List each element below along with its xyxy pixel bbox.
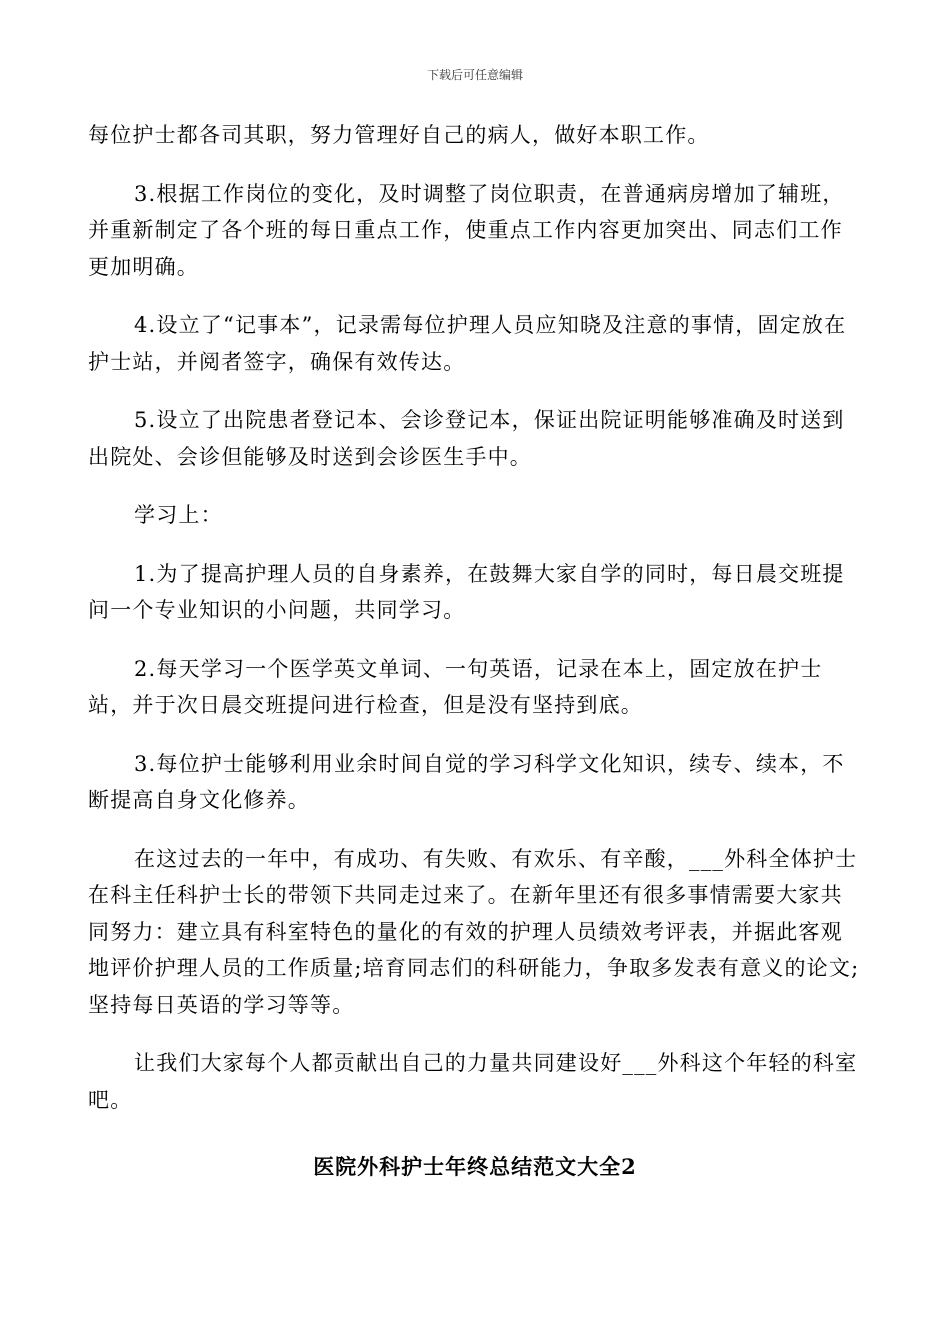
body-text [88, 117, 863, 1140]
paragraph: 1.为了提高护理人员的自身素养，在鼓舞大家自学的同时，每日晨交班提问一个专业知识的小问题，共同学习。 [88, 561, 845, 622]
section-title: 医院外科护士年终总结范文大全2 [313, 1154, 637, 1179]
paragraph: 让我们大家每个人都贡献出自己的力量共同建设好___外科这个年轻的科室吧。 [88, 1051, 858, 1112]
page-header-note: 下载后可任意编辑 [426, 68, 523, 82]
paragraph: 3.根据工作岗位的变化，及时调整了岗位职责，在普通病房增加了辅班，并重新制定了各个班的每日重点工作，使重点工作内容更加突出、同志们工作更加明确。 [88, 181, 845, 279]
paragraph: 2.每天学习一个医学英文单词、一句英语，记录在本上，固定放在护士站，并于次日晨交班提问进行检查，但是没有坚持到底。 [88, 656, 823, 717]
section-label: 学习上： [134, 503, 223, 527]
paragraph: 5.设立了出院患者登记本、会诊登记本，保证出院证明能够准确及时送到出院处、会诊但能够及时送到会诊医生手中。 [88, 408, 845, 469]
paragraph: 3.每位护士能够利用业余时间自觉的学习科学文化知识，续专、续本，不断提高自身文化修养。 [88, 751, 845, 812]
paragraph: 每位护士都各司其职，努力管理好自己的病人，做好本职工作。 [88, 123, 710, 147]
paragraph: 4.设立了“记事本”，记录需每位护理人员应知晓及注意的事情，固定放在护士站，并阅者签字，确保有效传达。 [88, 313, 847, 374]
paragraph: 在这过去的一年中，有成功、有失败、有欢乐、有辛酸，___外科全体护士在科主任科护士长的带领下共同走过来了。在新年里还有很多事情需要大家共同努力：建立具有科室特色的量化的有效的护理人员绩效考评表，并据此客观地评价护理人员的工作质量;培育同志们的科研能力，争取多发表有意义的论文;坚持每日英语的学习等等。 [88, 846, 860, 1017]
